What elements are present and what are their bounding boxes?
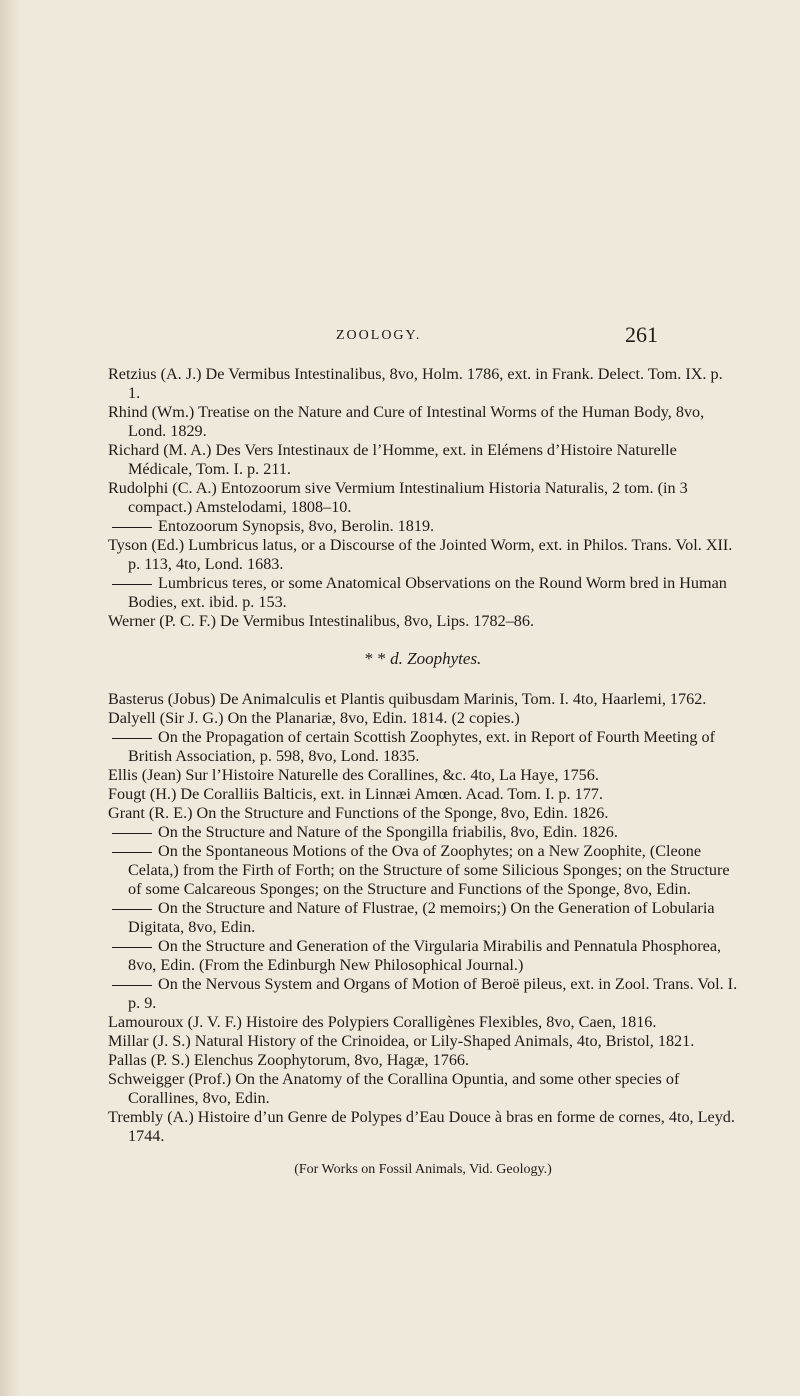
entry-text: Richard (M. A.) Des Vers Intestinaux de l’Homme, ext. in Elémens d’Histoire Naturelle Médicale, Tom. I. p. 211. [108,441,677,478]
bibliography-entry [108,690,738,709]
bibliography-entry [108,842,738,899]
page-number: 261 [625,322,658,347]
bibliography-entry [108,612,738,631]
running-title: ZOOLOGY. [336,328,422,343]
zoophytes-entry-list [108,690,738,1146]
bibliography-entry [108,728,738,766]
entry-text: Werner (P. C. F.) De Vermibus Intestinalibus, 8vo, Lips. 1782–86. [108,612,535,630]
bibliography-entry [108,1070,738,1108]
book-spine-shadow [0,0,22,1396]
bibliography-entry [108,766,738,785]
bibliography-entry [108,823,738,842]
entry-text: Ellis (Jean) Sur l’Histoire Naturelle des Corallines, &c. 4to, La Haye, 1756. [108,766,599,784]
section-label: d. Zoophytes. [390,649,482,668]
bibliography-entry [108,804,738,823]
entry-text: Millar (J. S.) Natural History of the Crinoidea, or Lily-Shaped Animals, 4to, Bristol, 1821. [108,1032,695,1050]
entry-text: Lumbricus teres, or some Anatomical Observations on the Round Worm bred in Human Bodies, ext. ibid. p. 153. [128,574,727,611]
ditto-dash [112,947,152,948]
bibliography-entry [108,403,738,441]
bibliography-entry [108,1032,738,1051]
bibliography-entry [108,441,738,479]
bibliography-entry [108,574,738,612]
bibliography-entry [108,785,738,804]
section-heading [108,649,738,668]
bibliography-entry [108,899,738,937]
ditto-dash [112,852,152,853]
bibliography-entry [108,937,738,975]
bibliography-entry [108,709,738,728]
ditto-dash [112,909,152,910]
entry-text: Rudolphi (C. A.) Entozoorum sive Vermium Intestinalium Historia Naturalis, 2 tom. (in 3 compact.) Amstelodami, 1808–10. [108,479,688,516]
entry-text: Rhind (Wm.) Treatise on the Nature and Cure of Intestinal Worms of the Human Body, 8vo, Lond. 1829. [108,403,705,440]
entry-text: On the Structure and Nature of the Spongilla friabilis, 8vo, Edin. 1826. [158,823,618,841]
entry-text: On the Structure and Generation of the Virgularia Mirabilis and Pennatula Phosphorea, 8vo, Edin. (From the Edinburgh New Philosophical Journal.) [128,937,722,974]
entry-text: On the Structure and Nature of Flustrae, (2 memoirs;) On the Generation of Lobularia Digitata, 8vo, Edin. [128,899,715,936]
entry-text: Tyson (Ed.) Lumbricus latus, or a Discourse of the Jointed Worm, ext. in Philos. Trans. Vol. XII. p. 113, 4to, Lond. 1683. [108,536,733,573]
bibliography-content [108,365,738,1179]
entry-text: Schweigger (Prof.) On the Anatomy of the Corallina Opuntia, and some other species of Corallines, 8vo, Edin. [108,1070,680,1107]
entry-text: Trembly (A.) Histoire d’un Genre de Polypes d’Eau Douce à bras en forme de cornes, 4to, Leyd. 1744. [108,1108,735,1145]
entry-text: On the Propagation of certain Scottish Zoophytes, ext. in Report of Fourth Meeting of British Association, p. 598, 8vo, Lond. 1835. [128,728,716,765]
ditto-dash [112,985,152,986]
bibliography-entry [108,479,738,517]
entry-text: Dalyell (Sir J. G.) On the Planariæ, 8vo, Edin. 1814. (2 copies.) [108,709,520,727]
bibliography-entry [108,1013,738,1032]
entry-text: Lamouroux (J. V. F.) Histoire des Polypiers Coralligènes Flexibles, 8vo, Caen, 1816. [108,1013,657,1031]
entry-text: Fougt (H.) De Coralliis Balticis, ext. in Linnæi Amœn. Acad. Tom. I. p. 177. [108,785,603,803]
bibliography-entry [108,517,738,536]
entry-text: Pallas (P. S.) Elenchus Zoophytorum, 8vo, Hagæ, 1766. [108,1051,470,1069]
ditto-dash [112,833,152,834]
bibliography-entry [108,1108,738,1146]
ditto-dash [112,738,152,739]
entry-text: Grant (R. E.) On the Structure and Functions of the Sponge, 8vo, Edin. 1826. [108,804,609,822]
ditto-dash [112,584,152,585]
ditto-dash [112,527,152,528]
bibliography-entry [108,1051,738,1070]
bibliography-entry [108,365,738,403]
entry-text: On the Nervous System and Organs of Motion of Beroë pileus, ext. in Zool. Trans. Vol. I. p. 9. [128,975,738,1012]
footnote: (For Works on Fossil Animals, Vid. Geology.) [294,1162,552,1177]
entry-text: Basterus (Jobus) De Animalculis et Plantis quibusdam Marinis, Tom. I. 4to, Haarlemi, 1762. [108,690,707,708]
page-header [0,322,800,352]
entry-text: Entozoorum Synopsis, 8vo, Berolin. 1819. [158,517,435,535]
vermes-entry-list [108,365,738,631]
bibliography-entry [108,536,738,574]
entry-text: On the Spontaneous Motions of the Ova of Zoophytes; on a New Zoophite, (Cleone Celata,) from the Firth of Forth; on the Structure of some Silicious Sponges; on the Structure of some Calcareous Sponges; on the Structure and Functions of the Sponge, 8vo, Edin. [128,842,730,898]
section-stars: * * [364,649,386,668]
entry-text: Retzius (A. J.) De Vermibus Intestinalibus, 8vo, Holm. 1786, ext. in Frank. Delect. Tom. IX. p. 1. [108,365,723,402]
bibliography-entry [108,975,738,1013]
